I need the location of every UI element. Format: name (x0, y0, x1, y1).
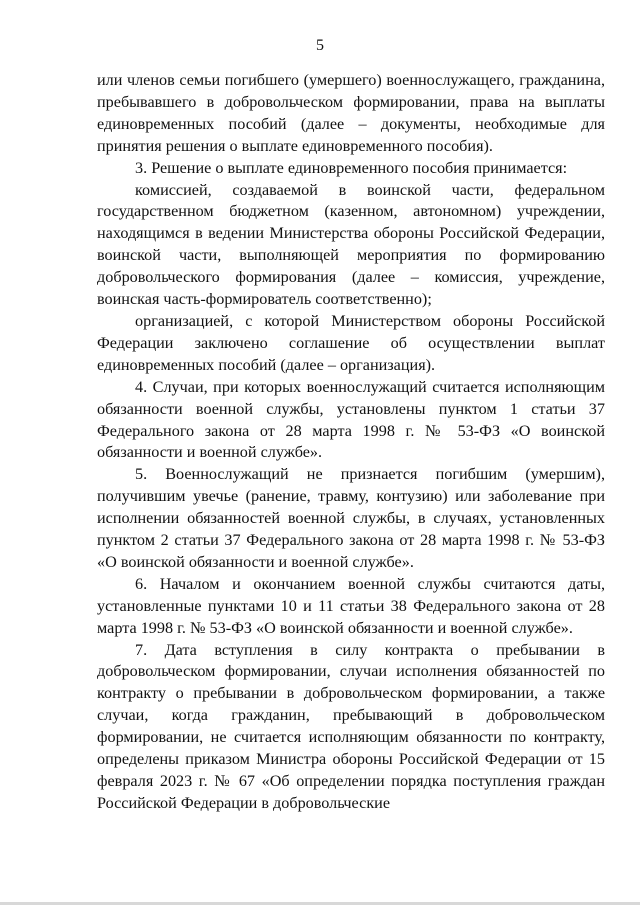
paragraph-item-7: 7. Дата вступления в силу контракта о пребывании в добровольческом формировании, случаи исполнения обязанностей по контракту о пребывании в добровольческом формировании, а также случаи, когда гражданин, пребывающий в добровольческом формировании, не считается исполняющим обязанности по контракту, определены приказом Министра обороны Российской Федерации от 15 февраля 2023 г. № 67 «Об определении порядка поступления граждан Российской Федерации в добровольческие (97, 640, 605, 812)
page-number: 5 (316, 37, 324, 54)
paragraph-item-4: 4. Случаи, при которых военнослужащий считается исполняющим обязанности военной службы, установлены пунктом 1 статьи 37 Федерального закона от 28 марта 1998 г. № 53-ФЗ «О воинской обязанности и военной службе». (97, 377, 605, 462)
paragraph-item-6: 6. Началом и окончанием военной службы считаются даты, установленные пунктами 10 и 11 статьи 38 Федерального закона от 28 марта 1998 г. № 53-ФЗ «О воинской обязанности и военной службе». (97, 574, 605, 637)
paragraph-commission: комиссией, создаваемой в воинской части, федеральном государственном бюджетном (казенном, автономном) учреждении, находящимся в ведении Министерства обороны Российской Федерации, воинской части, выполняющей мероприятия по формированию добровольческого формирования (далее – комиссия, учреждение, воинская часть-формирователь соответственно); (97, 180, 605, 309)
paragraph-organization: организацией, с которой Министерством обороны Российской Федерации заключено соглашение об осуществлении выплат единовременных пособий (далее – организация). (97, 311, 605, 374)
document-body (97, 70, 605, 815)
paragraph-item-3: 3. Решение о выплате единовременного пособия принимается: (135, 158, 568, 177)
paragraph-continuation: или членов семьи погибшего (умершего) военнослужащего, гражданина, пребывавшего в добровольческом формировании, права на выплаты единовременных пособий (далее – документы, необходимые для принятия решения о выплате единовременного пособия). (97, 71, 605, 155)
paragraph-item-5: 5. Военнослужащий не признается погибшим (умершим), получившим увечье (ранение, травму, контузию) или заболевание при исполнении обязанностей военной службы, в случаях, установленных пунктом 2 статьи 37 Федерального закона от 28 марта 1998 г. № 53-ФЗ «О воинской обязанности и военной службе». (97, 465, 605, 571)
